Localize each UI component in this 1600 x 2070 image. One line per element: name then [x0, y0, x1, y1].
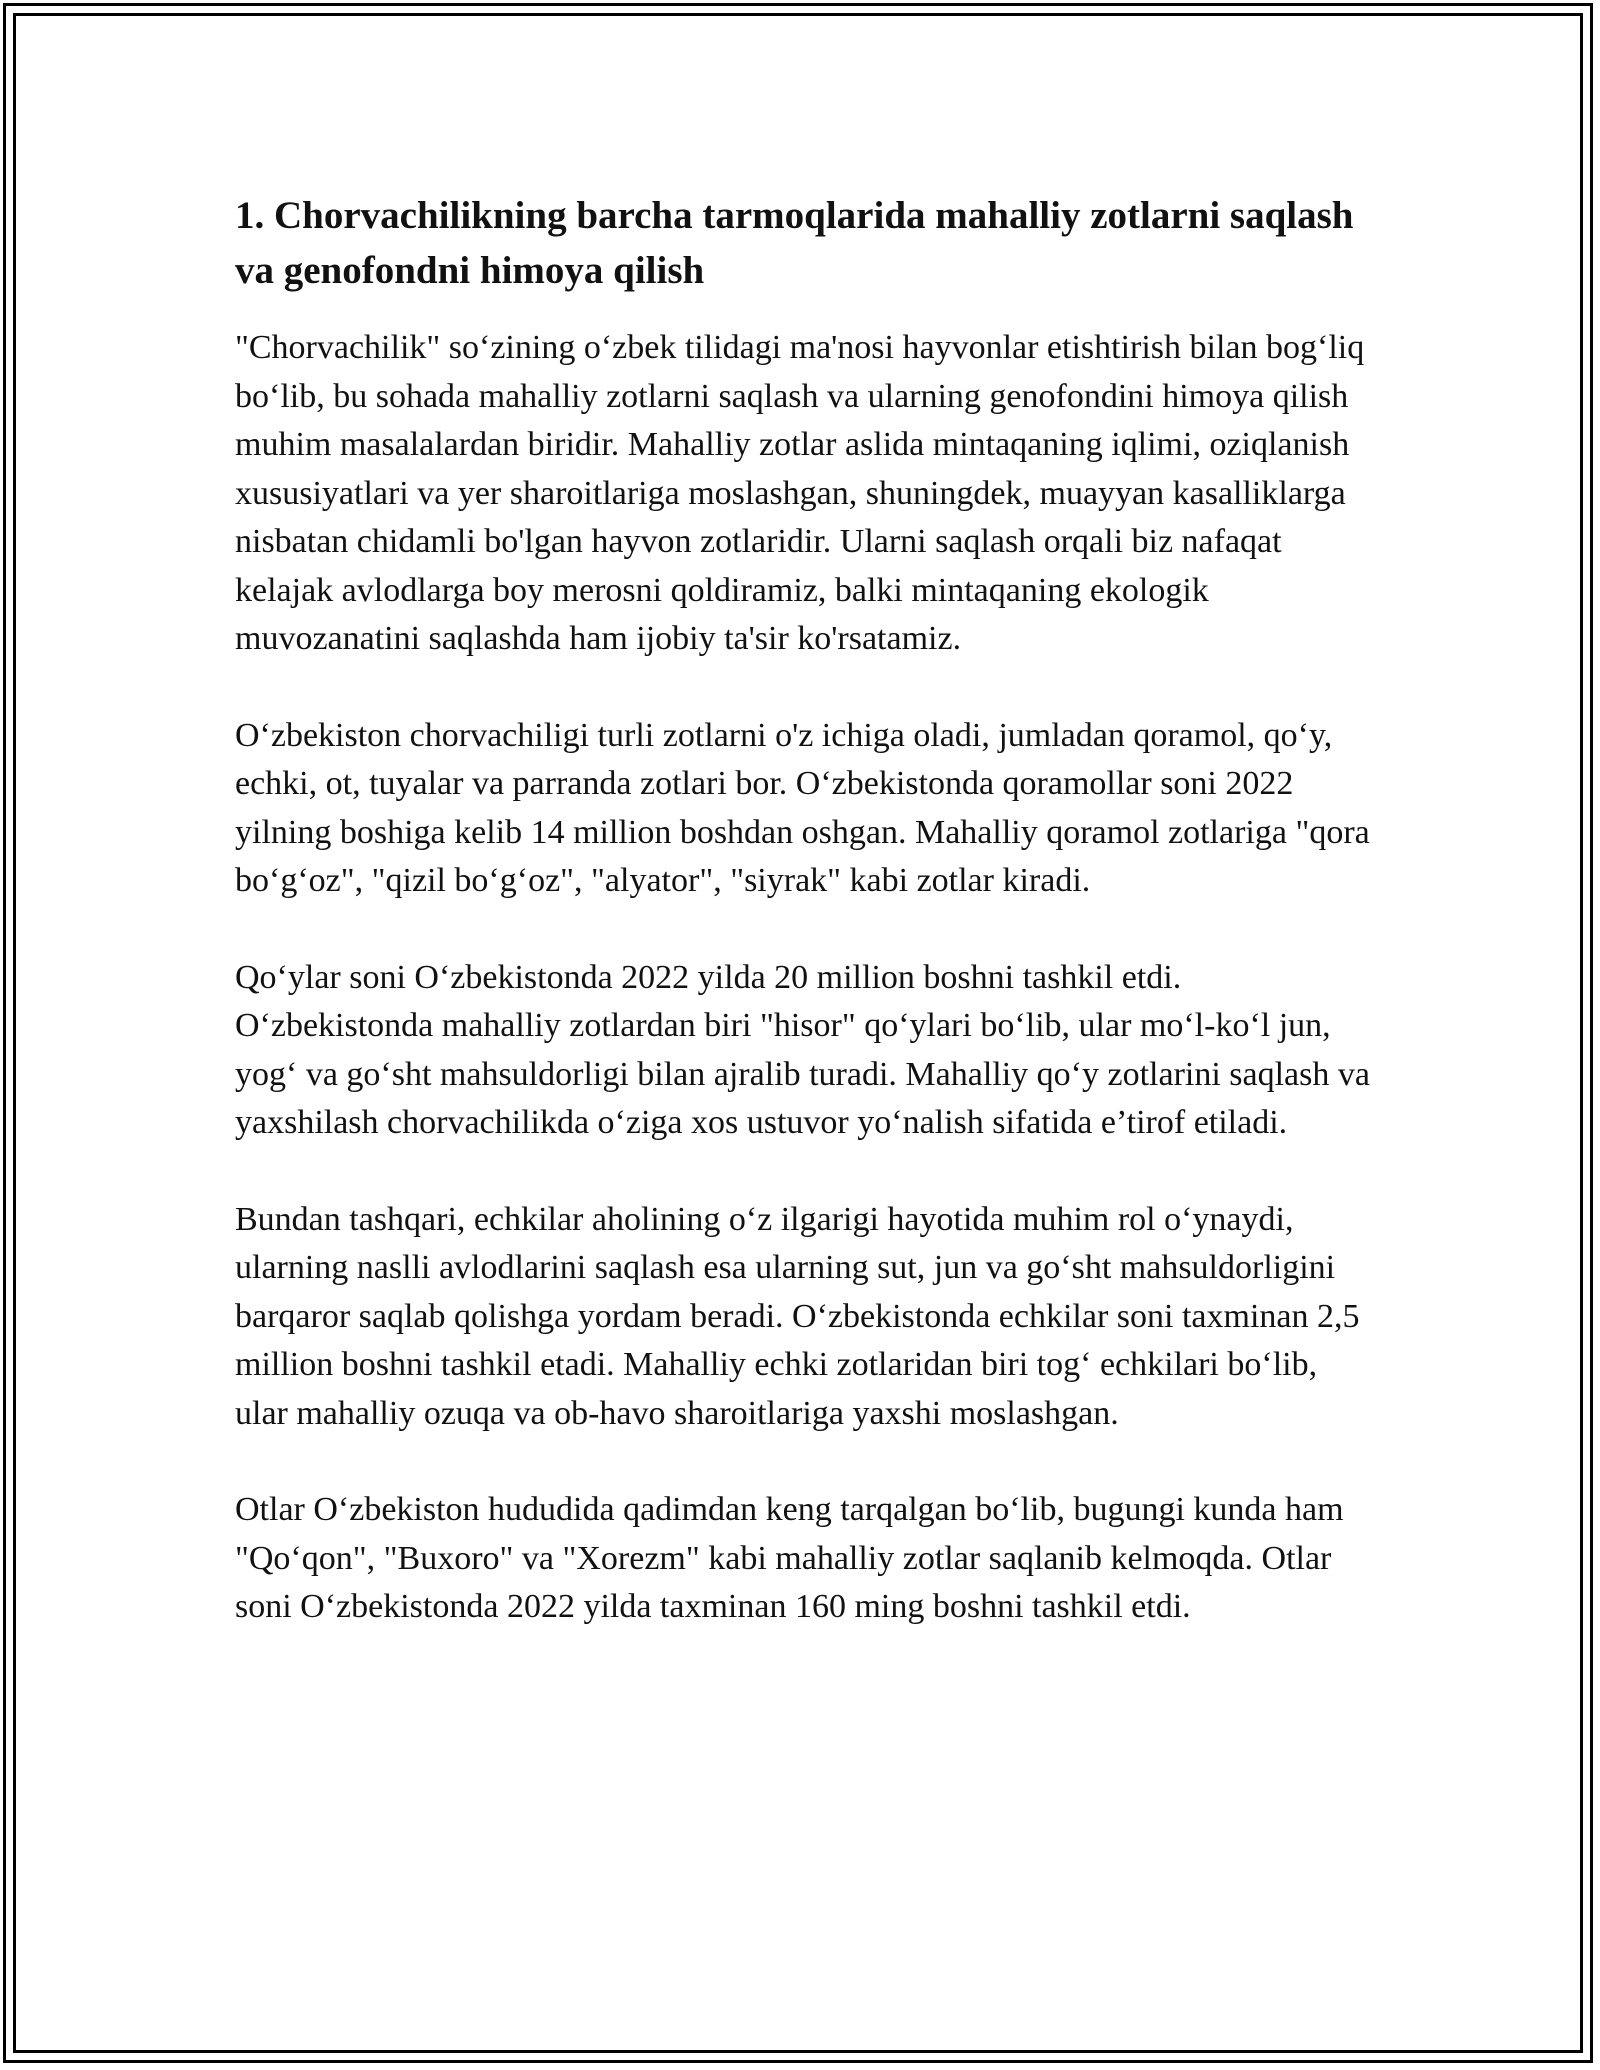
document-body [235, 188, 1375, 1680]
paragraph-horses: Otlar O‘zbekiston hududida qadimdan keng tarqalgan bo‘lib, bugungi kunda ham "Qo‘qon", "Buxoro" va "Xorezm" kabi mahalliy zotlar saqlanib kelmoqda. Otlar soni O‘zbekistonda 2022 yilda taxminan 160 ming boshni tashkil etdi. [235, 1491, 1344, 1625]
paragraph-cattle: O‘zbekiston chorvachiligi turli zotlarni o'z ichiga oladi, jumladan qoramol, qo‘y, echki, ot, tuyalar va parranda zotlari bor. O‘zbekistonda qoramollar soni 2022 yilning boshiga kelib 14 million boshdan oshgan. Mahalliy qoramol zotlariga "qora bo‘g‘oz", "qizil bo‘g‘oz", "alyator", "siyrak" kabi zotlar kiradi. [235, 716, 1370, 899]
paragraph-goats: Bundan tashqari, echkilar aholining o‘z ilgarigi hayotida muhim rol o‘ynaydi, ularning naslli avlodlarini saqlash esa ularning sut, jun va go‘sht mahsuldorligini barqaror saqlab qolishga yordam beradi. O‘zbekistonda echkilar soni taxminan 2,5 million boshni tashkil etadi. Mahalliy echki zotlaridan biri tog‘ echkilari bo‘lib, ular mahalliy ozuqa va ob-havo sharoitlariga yaxshi moslashgan. [235, 1200, 1360, 1432]
paragraph-sheep: Qo‘ylar soni O‘zbekistonda 2022 yilda 20 million boshni tashkil etdi. O‘zbekistonda mahalliy zotlardan biri "hisor" qo‘ylari bo‘lib, ular mo‘l-ko‘l jun, yog‘ va go‘sht mahsuldorligi bilan ajralib turadi. Mahalliy qo‘y zotlarini saqlash va yaxshilash chorvachilikda o‘ziga xos ustuvor yo‘nalish sifatida e’tirof etiladi. [235, 958, 1370, 1141]
page-title: 1. Chorvachilikning barcha tarmoqlarida mahalliy zotlarni saqlash va genofondni himoya qilish [235, 194, 1354, 292]
paragraph-intro: "Chorvachilik" so‘zining o‘zbek tilidagi ma'nosi hayvonlar etishtirish bilan bog‘liq bo‘lib, bu sohada mahalliy zotlarni saqlash va ularning genofondini himoya qilish muhim masalalardan biridir. Mahalliy zotlar aslida mintaqaning iqlimi, oziqlanish xususiyatlari va yer sharoitlariga moslashgan, shuningdek, muayyan kasalliklarga nisbatan chidamli bo'lgan hayvon zotlaridir. Ularni saqlash orqali biz nafaqat kelajak avlodlarga boy merosni qoldiramiz, balki mintaqaning ekologik muvozanatini saqlashda ham ijobiy ta'sir ko'rsatamiz. [235, 329, 1365, 657]
